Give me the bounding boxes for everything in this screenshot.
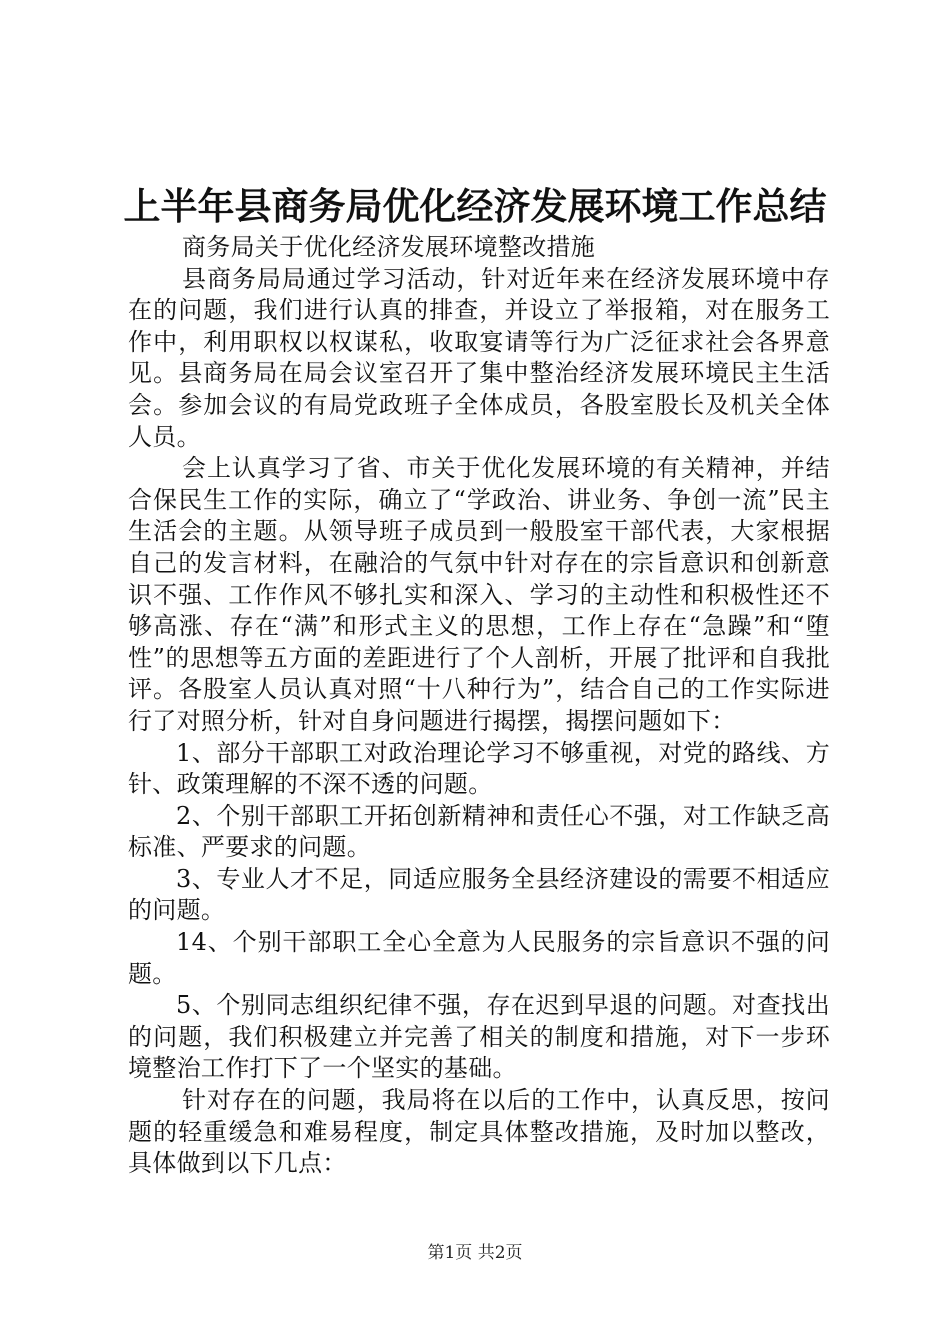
body-paragraph: 会上认真学习了省、市关于优化发展环境的有关精神，并结合保民生工作的实际，确立了“学政治、讲业务、争创一流”民主生活会的主题。从领导班子成员到一般股室干部代表，大家根据自己的发言材料，在融洽的气氛中针对存在的宗旨意识和创新意识不强、工作作风不够扎实和深入、学习的主动性和积极性还不够高涨、存在“满”和形式主义的思想，工作上存在“急躁”和“堕性”的思想等五方面的差距进行了个人剖析，开展了批评和自我批评。各股室人员认真对照“十八种行为”，结合自己的工作实际进行了对照分析，针对自身问题进行揭摆，揭摆问题如下： bbox=[128, 454, 830, 735]
list-item: 3、专业人才不足，同适应服务全县经济建设的需要不相适应的问题。 bbox=[128, 864, 830, 925]
list-item: 5、个别同志组织纪律不强，存在迟到早退的问题。对查找出的问题，我们积极建立并完善了相关的制度和措施，对下一步环境整治工作打下了一个坚实的基础。 bbox=[128, 991, 830, 1083]
list-item: 1、部分干部职工对政治理论学习不够重视，对党的路线、方针、政策理解的不深不透的问题。 bbox=[128, 738, 830, 799]
document-title: 上半年县商务局优化经济发展环境工作总结 bbox=[123, 185, 827, 228]
list-item: 14、个别干部职工全心全意为人民服务的宗旨意识不强的问题。 bbox=[128, 928, 830, 988]
body-paragraph: 针对存在的问题，我局将在以后的工作中，认真反思，按问题的轻重缓急和难易程度，制定具体整改措施，及时加以整改，具体做到以下几点： bbox=[128, 1086, 830, 1178]
list-item: 2、个别干部职工开拓创新精神和责任心不强，对工作缺乏高标准、严要求的问题。 bbox=[128, 801, 830, 862]
body-paragraph: 县商务局局通过学习活动，针对近年来在经济发展环境中存在的问题，我们进行认真的排查，并设立了举报箱，对在服务工作中，利用职权以权谋私，收取宴请等行为广泛征求社会各界意见。县商务局在局会议室召开了集中整治经济发展环境民主生活会。参加会议的有局党政班子全体成员，各股室股长及机关全体人员。 bbox=[128, 264, 830, 451]
document-body bbox=[128, 232, 830, 1180]
page-number-footer: 第1页 共2页 bbox=[427, 1243, 523, 1263]
subtitle-paragraph: 商务局关于优化经济发展环境整改措施 bbox=[182, 233, 596, 261]
